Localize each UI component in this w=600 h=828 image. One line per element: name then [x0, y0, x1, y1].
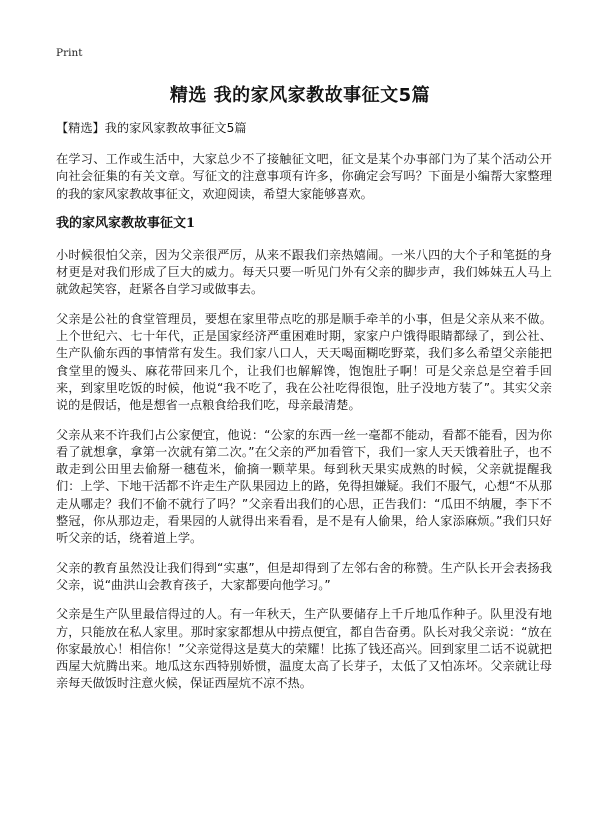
- page-title: 精选 我的家风家教故事征文5篇: [169, 85, 431, 106]
- body-paragraph: 父亲是公社的食堂管理员，要想在家里带点吃的那是顺手牵羊的小事，但是父亲从来不做。上个世纪六、七十年代，正是国家经济严重困难时期，家家户户饿得眼睛都绿了，到公社、生产队偷东西的事情常有发生。我们家八口人，天天喝面糊吃野菜，我们多么希望父亲能把食堂里的馒头、麻花带回来几个，让我们也解解馋，饱饱肚子啊！可是父亲总是空着手回来，到家里吃饭的时候，他说“我不吃了，我在公社吃得很饱，肚子没地方装了”。其实父亲说的是假话，他是想省一点粮食给我们吃，母亲最清楚。: [56, 311, 552, 413]
- body-paragraph: 小时候很怕父亲，因为父亲很严厉，从来不跟我们亲热嬉闹。一米八四的大个子和笔挺的身材更是对我们形成了巨大的威力。每天只要一听见门外有父亲的脚步声，我们姊妹五人马上就敛起笑容，赶紧各自学习或做事去。: [56, 247, 552, 297]
- intro-paragraph: 在学习、工作或生活中，大家总少不了接触征文吧，征文是某个办事部门为了某个活动公开向社会征集的有关文章。写征文的注意事项有许多，你确定会写吗？下面是小编帮大家整理的我的家风家教故事征文，欢迎阅读，希望大家能够喜欢。: [56, 152, 552, 201]
- body-paragraph: 父亲从来不许我们占公家便宜，他说：“公家的东西一丝一毫都不能动，看都不能看，因为你看了就想拿，拿第一次就有第二次。”在父亲的严加看管下，我们一家人天天饿着肚子，也不敢走到公田里去偷掰一穗苞米，偷摘一颗苹果。每到秋天果实成熟的时候，父亲就提醒我们：上学、下地干活都不许走生产队果园边上的路，免得担嫌疑。我们不服气，心想“不从那走从哪走？我们不偷不就行了吗？”父亲看出我们的心思，正告我们：“瓜田不纳履，李下不整冠，你从那边走，看果园的人就得出来看看，是不是有人偷果，给人家添麻烦。”我们只好听父亲的话，绕着道上学。: [56, 427, 552, 546]
- print-label: Print: [56, 47, 83, 59]
- document-body: [56, 120, 552, 705]
- body-paragraph: 父亲是生产队里最信得过的人。有一年秋天，生产队要储存上千斤地瓜作种子。队里没有地方，只能放在私人家里。那时家家都想从中捞点便宜，都自告奋勇。队长对我父亲说：“放在你家最放心！相信你！”父亲觉得这是莫大的荣耀！比拣了钱还高兴。回到家里二话不说就把西屋大炕腾出来。地瓜这东西特别娇惯，温度太高了长芽子，太低了又怕冻坏。父亲就让母亲每天做饭时注意火候，保证西屋炕不凉不热。: [56, 607, 552, 691]
- section-heading: 我的家风家教故事征文1: [56, 215, 196, 231]
- subtitle: 【精选】我的家风家教故事征文5篇: [56, 121, 247, 135]
- body-paragraph: 父亲的教育虽然没让我们得到“实惠”，但是却得到了左邻右舍的称赞。生产队长开会表扬我父亲，说“曲洪山会教育孩子，大家都要向他学习。”: [56, 560, 552, 592]
